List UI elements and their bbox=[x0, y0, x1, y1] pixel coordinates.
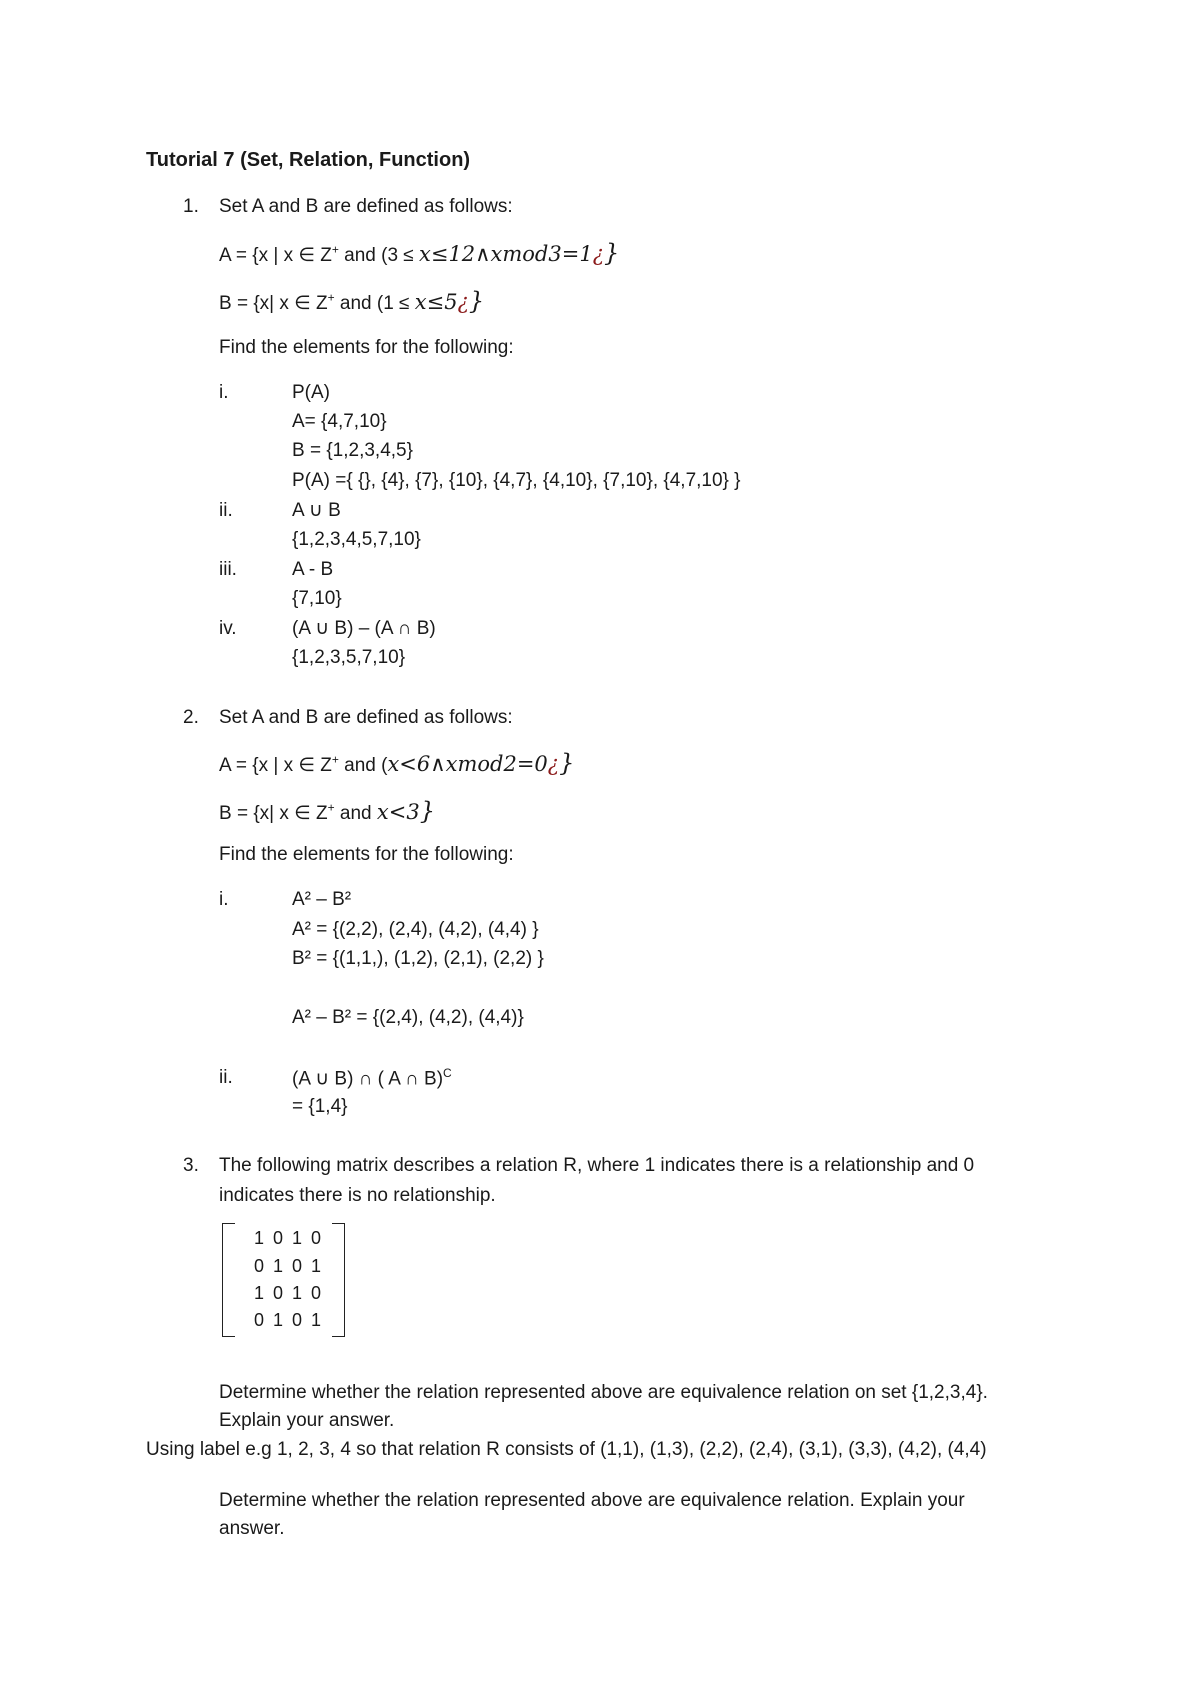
q1-item-iv-line2: {1,2,3,5,7,10} bbox=[292, 647, 406, 668]
q1-item-ii-line1: A ∪ B bbox=[292, 500, 341, 521]
q1-item-iii-label: iii. bbox=[219, 559, 237, 580]
q2-b-prefix: B = {x| x ∈ Z bbox=[219, 803, 328, 824]
q2-item-i-label: i. bbox=[219, 889, 229, 910]
q3-determine2-line1: Determine whether the relation represented above are equivalence relation. Explain your bbox=[219, 1490, 965, 1511]
q2-item-i-line4: A² – B² = {(2,4), (4,2), (4,4)} bbox=[292, 1007, 524, 1028]
q1-find: Find the elements for the following: bbox=[219, 337, 514, 358]
q1-b-qmark: ¿ bbox=[457, 290, 469, 314]
q1-a-math: x≤12∧xmod3=1 bbox=[419, 242, 593, 266]
q1-b-sup: + bbox=[327, 290, 335, 305]
q1-a-sup: + bbox=[331, 242, 339, 257]
q2-ii-complement-sup: C bbox=[443, 1066, 452, 1080]
q2-a-prefix: A = {x | x ∈ Z bbox=[219, 755, 332, 776]
q3-determine-line1: Determine whether the relation represented above are equivalence relation on set {1,2,3,4}. bbox=[219, 1382, 988, 1403]
q3-using-label: Using label e.g 1, 2, 3, 4 so that relation R consists of (1,1), (1,3), (2,2), (2,4), (3,1), (3,3), (4,2), (4,4) bbox=[146, 1439, 987, 1460]
q1-set-a-definition bbox=[219, 238, 619, 268]
q2-a-mid: and ( bbox=[338, 755, 388, 776]
q1-b-math: x≤5 bbox=[414, 290, 458, 314]
q1-b-close: } bbox=[468, 287, 485, 315]
q2-set-a-definition bbox=[219, 748, 574, 778]
q2-item-i-line2: A² = {(2,2), (2,4), (4,2), (4,4) } bbox=[292, 919, 539, 940]
q1-set-b-definition bbox=[219, 286, 484, 316]
matrix-left-bracket bbox=[222, 1223, 235, 1337]
matrix-row-1: 1 0 1 0 bbox=[254, 1228, 324, 1248]
q1-a-prefix: A = {x | x ∈ Z bbox=[219, 245, 332, 266]
q1-b-mid: and (1 ≤ bbox=[334, 293, 415, 314]
q3-number: 3. bbox=[183, 1155, 199, 1176]
q1-item-ii-label: ii. bbox=[219, 500, 233, 521]
q1-item-i-line4: P(A) ={ {}, {4}, {7}, {10}, {4,7}, {4,10}, {7,10}, {4,7,10} } bbox=[292, 470, 741, 491]
q1-item-iv-line1: (A ∪ B) – (A ∩ B) bbox=[292, 618, 436, 639]
q1-item-iv-label: iv. bbox=[219, 618, 237, 639]
q3-determine2-line2: answer. bbox=[219, 1518, 285, 1539]
q1-item-iii-line2: {7,10} bbox=[292, 588, 342, 609]
matrix-right-bracket bbox=[332, 1223, 345, 1337]
q2-ii-expression: (A ∪ B) ∩ ( A ∩ B) bbox=[292, 1068, 444, 1090]
q1-item-ii-line2: {1,2,3,4,5,7,10} bbox=[292, 529, 421, 550]
q2-intro: Set A and B are defined as follows: bbox=[219, 707, 513, 728]
q2-item-ii-line1 bbox=[292, 1066, 452, 1091]
q2-a-math: x<6∧xmod2=0 bbox=[387, 752, 548, 776]
q2-b-mid: and bbox=[334, 803, 377, 824]
q3-determine-line2: Explain your answer. bbox=[219, 1410, 395, 1431]
q1-item-iii-line1: A - B bbox=[292, 559, 334, 580]
q2-item-i-line1: A² – B² bbox=[292, 889, 352, 910]
q1-a-qmark: ¿ bbox=[592, 242, 604, 266]
q1-intro: Set A and B are defined as follows: bbox=[219, 196, 513, 217]
q1-a-close: } bbox=[603, 239, 620, 267]
q2-a-close: } bbox=[559, 749, 575, 777]
matrix-row-4: 0 1 0 1 bbox=[254, 1310, 324, 1330]
q2-a-qmark: ¿ bbox=[547, 752, 560, 776]
q1-item-i-line3: B = {1,2,3,4,5} bbox=[292, 440, 413, 461]
q1-item-i-line1: P(A) bbox=[292, 382, 330, 403]
q1-number: 1. bbox=[183, 196, 199, 217]
q2-b-sup: + bbox=[327, 800, 335, 815]
q2-b-math: x<3 bbox=[376, 800, 420, 824]
q2-set-b-definition bbox=[219, 796, 435, 826]
matrix-row-3: 1 0 1 0 bbox=[254, 1283, 324, 1303]
q1-a-mid: and (3 ≤ bbox=[338, 245, 419, 266]
q3-intro-line1: The following matrix describes a relation R, where 1 indicates there is a relationship and 0 bbox=[219, 1155, 975, 1176]
q2-find: Find the elements for the following: bbox=[219, 844, 514, 865]
q2-item-i-line3: B² = {(1,1,), (1,2), (2,1), (2,2) } bbox=[292, 948, 544, 969]
page-title: Tutorial 7 (Set, Relation, Function) bbox=[146, 149, 471, 171]
q2-a-sup: + bbox=[331, 752, 339, 767]
q2-number: 2. bbox=[183, 707, 199, 728]
q1-b-prefix: B = {x| x ∈ Z bbox=[219, 293, 328, 314]
q3-intro-line2: indicates there is no relationship. bbox=[219, 1185, 496, 1206]
q1-item-i-label: i. bbox=[219, 382, 229, 403]
q2-b-close: } bbox=[419, 797, 435, 825]
q2-item-ii-line2: = {1,4} bbox=[292, 1096, 348, 1117]
q2-item-ii-label: ii. bbox=[219, 1067, 233, 1088]
matrix-row-2: 0 1 0 1 bbox=[254, 1256, 324, 1276]
q1-item-i-line2: A= {4,7,10} bbox=[292, 411, 387, 432]
